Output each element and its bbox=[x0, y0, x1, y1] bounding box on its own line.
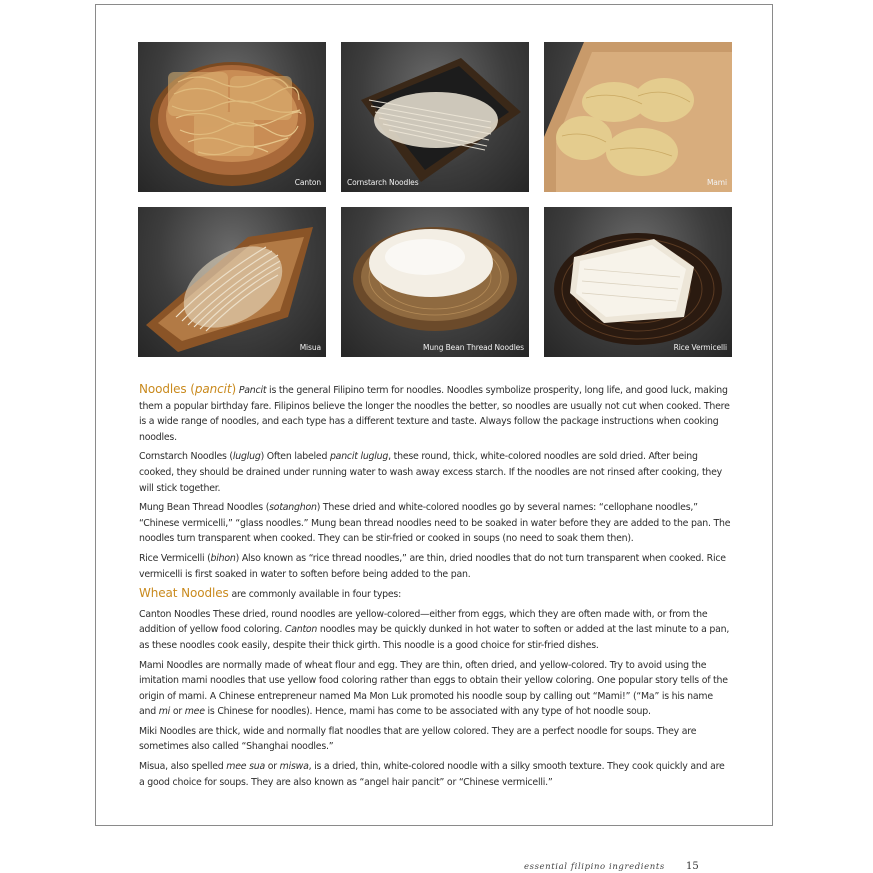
running-footer: essential filipino ingredients bbox=[524, 862, 665, 872]
miki-paragraph: Miki Noodles are thick, wide and normally flat noodles that are yellow colored. They are a perfect noodle for soups. They are sometimes also called “Shanghai noodles.” bbox=[139, 725, 697, 753]
photo-mungbean bbox=[341, 207, 529, 357]
cornstarch-noodle-image bbox=[341, 42, 529, 192]
photo-caption: Misua bbox=[299, 343, 321, 352]
section-heading-wheat: Wheat Noodles bbox=[139, 586, 229, 601]
article-body bbox=[139, 382, 731, 794]
intro-lead: Pancit bbox=[238, 385, 267, 396]
photo-caption: Canton bbox=[294, 178, 321, 187]
mami-paragraph: Mami Noodles are normally made of wheat flour and egg. They are thin, often dried, and yellow-colored. Try to avoid using the imitation mami noodles that use yellow food coloring rather than eggs to obtain their yellow coloring. One popular story tells of the origin of mami. A Chinese entrepreneur named Ma Mon Luk promoted his noodle soup by calling out “Mami!” (“Ma” is his name and mi or mee is Chinese for noodles). Hence, mami has come to be associated with any type of hot noodle soup. bbox=[139, 659, 728, 718]
misua-paragraph: Misua, also spelled mee sua or miswa, is a dried, thin, white-colored noodle with a silky smooth texture. They cook quickly and are a good choice for soups. They are also known as “angel hair pancit” or “Chinese vermicelli.” bbox=[139, 761, 725, 788]
misua-noodle-image bbox=[138, 207, 326, 357]
page-frame bbox=[95, 4, 773, 826]
wheat-paragraph: Wheat Noodles are commonly available in four types: bbox=[139, 586, 402, 601]
canton-noodle-image bbox=[138, 42, 326, 192]
intro-body: is the general Filipino term for noodles. Noodles symbolize prosperity, long life, and good luck, making them a popular birthday fare. Filipinos believe the longer the noodles the better, so noodles are usually not cut when cooked. There is a wide range of noodles, and each type has a different texture and taste. Always follow the package instructions when cooking noodles. bbox=[139, 385, 730, 443]
photo-mami bbox=[544, 42, 732, 192]
photo-caption: Mung Bean Thread Noodles bbox=[423, 343, 524, 352]
section-heading-noodles: Noodles (pancit) bbox=[139, 382, 237, 396]
photo-caption: Mami bbox=[706, 178, 727, 187]
page-number: 15 bbox=[686, 861, 699, 872]
photo-rice-vermicelli bbox=[544, 207, 732, 357]
intro-paragraph bbox=[139, 382, 731, 445]
mungbean-noodle-image bbox=[341, 207, 529, 357]
rice-paragraph: Rice Vermicelli (bihon) Also known as “rice thread noodles,” are thin, dried noodles that do not turn transparent when cooked. Rice vermicelli is first soaked in water to soften before being added to the pan. bbox=[139, 552, 726, 580]
cornstarch-paragraph: Cornstarch Noodles (luglug) Often labeled pancit luglug, these round, thick, white-colored noodles are sold dried. After being cooked, they should be drained under running water to wash away excess starch. If the noodles are not rinsed after cooking, they will stick together. bbox=[139, 451, 723, 494]
mami-noodle-image bbox=[544, 42, 732, 192]
photo-caption: Cornstarch Noodles bbox=[347, 178, 419, 187]
photo-caption: Rice Vermicelli bbox=[673, 343, 727, 352]
canton-paragraph: Canton Noodles These dried, round noodles are yellow-colored—either from eggs, which they are often made with, or from the addition of yellow food coloring. Canton noodles may be quickly dunked in hot water to soften or added at the last minute to a pan, as these noodles cook easily, despite their thick girth. This noodle is a good choice for stir-fried dishes. bbox=[139, 608, 730, 651]
mungbean-paragraph: Mung Bean Thread Noodles (sotanghon) These dried and white-colored noodles go by several names: “cellophane noodles,” “Chinese vermicelli,” “glass noodles.” Mung bean thread noodles need to be soaked in water before they are added to the pan. The noodles turn transparent when cooked. They can be stir-fried or cooked in soups (no need to soak them then). bbox=[139, 502, 731, 545]
photo-cornstarch bbox=[341, 42, 529, 192]
photo-canton bbox=[138, 42, 326, 192]
rice-vermicelli-image bbox=[544, 207, 732, 357]
photo-misua bbox=[138, 207, 326, 357]
